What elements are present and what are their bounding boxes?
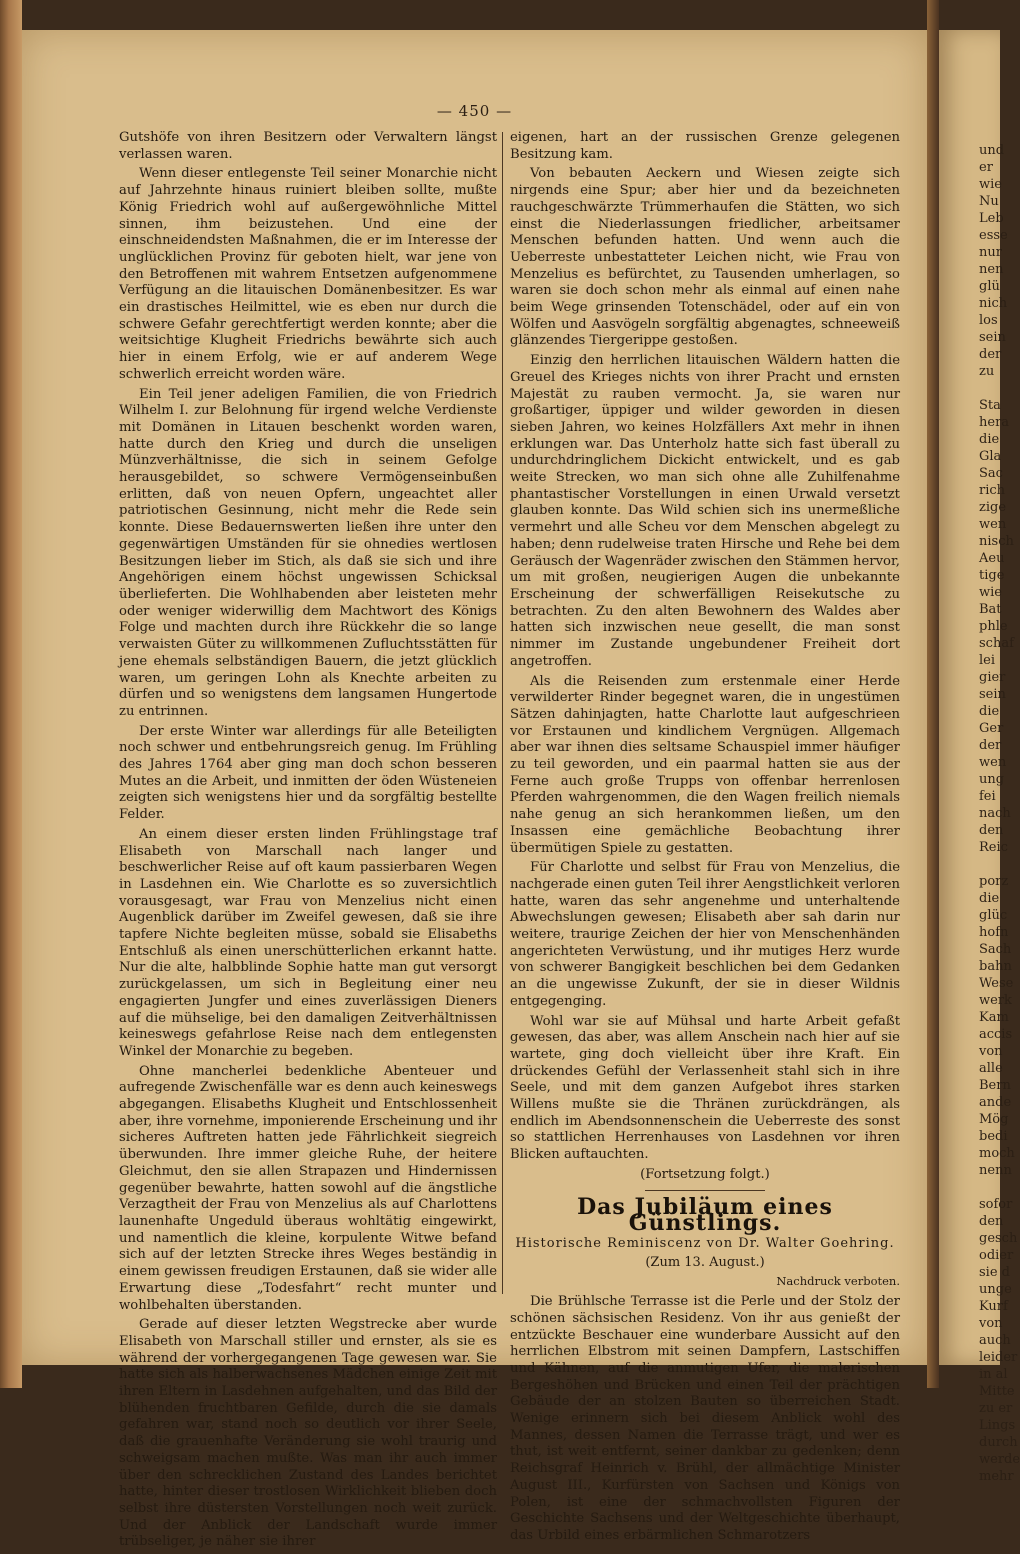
reprint-notice: Nachdruck verboten. (776, 1274, 900, 1289)
facing-page-line: phle (979, 619, 1008, 634)
facing-page-line: leider (979, 1350, 1018, 1365)
facing-page-line: wie (979, 585, 1002, 600)
facing-page-line: zu (979, 364, 995, 379)
facing-page-line: auch (979, 1333, 1011, 1348)
facing-page-line: in al (979, 1367, 1008, 1382)
facing-page-line: lei (979, 653, 996, 668)
facing-page-line: Sta (979, 398, 1001, 413)
right-column (510, 130, 900, 1548)
facing-page-line: hera (979, 415, 1010, 430)
facing-page-line: von (979, 1316, 1003, 1331)
facing-page-line: sein (979, 687, 1006, 702)
article-headline: Das Jubiläum eines Günstlings. (577, 1193, 833, 1237)
facing-page-line: Mög (979, 1112, 1009, 1127)
facing-page-line: nen (979, 262, 1004, 277)
facing-page-line: accis (979, 1027, 1013, 1042)
facing-page-line: wen (979, 517, 1007, 532)
facing-page-line: Bat (979, 602, 1002, 617)
right-paragraph: Einzig den herrlichen litauischen Wäldern hatten die Greuel des Krieges nichts von ihrer Pracht und ernsten Majestät zu rauben vermocht. Ja, sie waren nur großartiger, üppiger und wilder geworden in diesen sieben Jahren, wo keines Holzfällers Axt mehr in ihnen erklungen war. Das Unterholz hatte sich fast überall zu undurchdringlichem Dickicht entwickelt, und es gab weite Strecken, wo man sich ohne alle Zuhilfenahme phantastischer Vorstellungen in einen Urwald versetzt glauben konnte. Das Wild schien sich ins unermeßliche vermehrt und alle Scheu vor dem Menschen abgelegt zu haben; denn rudelweise traten Hirsche und Rehe bei dem Geräusch der Wagenräder zwischen den Stämmen hervor, um mit großen, neugierigen Augen die unbekannte Erscheinung der schwerfälligen Reisekutsche zu betrachten. Zu den alten Bewohnern des Waldes aber hatten sich inzwischen neue gesellt, die man sonst nimmer im Zustande ungebundener Freiheit dort angetroffen. (510, 353, 900, 669)
facing-page-line: Sach (979, 942, 1012, 957)
left-paragraph: Gerade auf dieser letzten Wegstrecke aber wurde Elisabeth von Marschall stiller und ernster, als sie es während der vorhergegangenen Tage gewesen war. Sie hatte sich als halberwachsenes Mädchen einige Zeit mit ihren Eltern in Lasdehnen aufgehalten, und das Bild der blühenden fruchtbaren Gefilde, durch die sie damals gefahren war, stand noch so deutlich vor ihrer Seele, daß die grauenhafte Veränderung sie wohl traurig und schweigsam machen mußte. Was man ihr auch immer über den schrecklichen Zustand des Landes berichtet hatte, hinter dieser trostlosen Wirklichkeit blieben doch selbst ihre düstersten Vorstellungen noch weit zurück. Und der Anblick der Landschaft wurde immer trübseliger, je näher sie ihrer (119, 1317, 497, 1550)
article-dateline: (Zum 13. August.) (645, 1254, 765, 1270)
facing-page-line: nur (979, 245, 1002, 260)
facing-page-line: fei (979, 789, 996, 804)
facing-page-line: gier (979, 670, 1006, 685)
facing-page-line: Nu (979, 194, 999, 209)
facing-page-line (939, 380, 1020, 397)
facing-page-line: Lings (979, 1418, 1016, 1433)
facing-page-line: glü (979, 279, 1000, 294)
facing-page-line: zu er (979, 1401, 1013, 1416)
facing-page-line: ande (979, 1095, 1012, 1110)
facing-page-line: alle (979, 1061, 1003, 1076)
page-number: — 450 — (436, 102, 513, 120)
facing-page-line: der (979, 738, 1002, 753)
facing-page-line: mehr (979, 1469, 1014, 1484)
right-paragraph: eigenen, hart an der russischen Grenze gelegenen Besitzung kam. (510, 130, 900, 162)
facing-page-line: unge (979, 1282, 1012, 1297)
facing-page-line: die (979, 891, 1000, 906)
left-paragraph: Wenn dieser entlegenste Teil seiner Monarchie nicht auf Jahrzehnte hinaus ruiniert bleiben sollte, mußte König Friedrich wohl auf außergewöhnliche Mittel sinnen, ihm beizustehen. Und eine der einschneidendsten Maßnahmen, die er im Interesse der unglücklichen Provinz für geboten hielt, war jene von den Betroffenen mit wahrem Entsetzen aufgenommene Verfügung an die litauischen Domänenbesitzer. Es war ein drastisches Heilmittel, wie es eben nur durch die schwere Gefahr gerechtfertigt werden konnte; aber die weitsichtige Klugheit Friedrichs bewährte sich auch hier in einem Erfolg, wie er auf anderem Wege schwerlich erreicht worden wäre. (119, 166, 497, 382)
facing-page-line: nich (979, 296, 1008, 311)
left-paragraph: Gutshöfe von ihren Besitzern oder Verwaltern längst verlassen waren. (119, 130, 497, 162)
facing-page-line (939, 856, 1020, 873)
facing-page-line: zige (979, 500, 1007, 515)
article-subtitle: Historische Reminiscenz von Dr. Walter Goehring. (515, 1236, 895, 1251)
facing-page-line: sein (979, 330, 1006, 345)
facing-page-line: die (979, 704, 1000, 719)
column-divider (502, 132, 503, 1294)
facing-page-line: glüc (979, 908, 1008, 923)
facing-page-line: durch (979, 1435, 1018, 1450)
facing-page-line: Kurf (979, 1299, 1008, 1314)
facing-page-line: hofn (979, 925, 1009, 940)
facing-page-line: odier (979, 1248, 1014, 1263)
facing-page-line: schaf (979, 636, 1014, 651)
facing-page-line: wie (979, 177, 1002, 192)
facing-page-line: moch (979, 1146, 1015, 1161)
facing-page-line: von (979, 1044, 1003, 1059)
facing-page-line: Mitte (979, 1384, 1015, 1399)
facing-page-line: sie d (979, 1265, 1010, 1280)
facing-page-line: Aeu (979, 551, 1005, 566)
facing-page-edge (939, 30, 1020, 1484)
facing-page-line: Gla (979, 449, 1002, 464)
facing-page-line: die (979, 432, 1000, 447)
facing-page-line: Ger (979, 721, 1004, 736)
facing-page-text (939, 142, 1020, 1485)
left-column (119, 130, 497, 1554)
section-divider (645, 1190, 765, 1191)
book-gutter (927, 0, 939, 1388)
facing-page-line: nach (979, 806, 1011, 821)
left-paragraph: Ohne mancherlei bedenkliche Abenteuer und aufregende Zwischenfälle war es denn auch keineswegs abgegangen. Elisabeths Klugheit und Entschlossenheit aber, ihre vornehme, imponierende Erscheinung und ihr sicheres Auftreten hatten jede Fährlichkeit siegreich überwunden. Ihre immer gleiche Ruhe, der heitere Gleichmut, den sie allen Strapazen und Hindernissen gegenüber bewahrte, hatten sowohl auf die ängstliche Verzagtheit der Frau von Menzelius als auf Charlottens launenhafte Ungeduld überaus wohltätig eingewirkt, und namentlich die kleine, korpulente Witwe befand sich auf der letzten Strecke ihres Weges beständig in einem gewissen freudigen Erstaunen, daß sie wider alle Erwartung diese „Todesfahrt“ recht munter und wohlbehalten überstanden. (119, 1063, 497, 1313)
facing-page-line: porz (979, 874, 1009, 889)
facing-page-line: bedi (979, 1129, 1008, 1144)
right-paragraph: Als die Reisenden zum erstenmale einer Herde verwilderter Rinder begegnet waren, die in ungestümen Sätzen dahinjagten, hatte Charlotte laut aufgeschrieen vor Erstaunen und kindlichem Vergnügen. Allgemach aber war ihnen dies seltsame Schauspiel immer häufiger zu teil geworden, und ein paarmal hatten sie aus der Ferne auch große Trupps von offenbar herrenlosen Pferden wahrgenommen, die den Wagen freilich niemals nahe genug an sich herankommen ließen, um den Insassen eine gemächliche Beobachtung ihrer übermütigen Spiele zu gestatten. (510, 673, 900, 856)
right-paragraph: Von bebauten Aeckern und Wiesen zeigte sich nirgends eine Spur; aber hier und da bezeichneten rauchgeschwärzte Trümmerhaufen die Stätten, wo sich einst die Niederlassungen friedlicher, arbeitsamer Menschen befunden hatten. Und wenn auch die Ueberreste unbestatteter Leichen nicht, wie Frau von Menzelius es befürchtet, zu Tausenden umherlagen, so waren sie doch schon mehr als einmal auf einen nahe beim Wege grinsenden Totenschädel, oder auf ein von Wölfen und Aasvögeln sorgfältig abgenagtes, schneeweiß glänzendes Tiergerippe gestoßen. (510, 166, 900, 349)
facing-page-line: Sac (979, 466, 1003, 481)
newspaper-page (22, 30, 927, 1550)
facing-page-line: werk (979, 993, 1012, 1008)
facing-page-line: der (979, 347, 1002, 362)
facing-page-line: den (979, 823, 1004, 838)
facing-page-line: esse (979, 228, 1008, 243)
facing-page-line: los (979, 313, 998, 328)
right-paragraph: Wohl war sie auf Mühsal und harte Arbeit gefaßt gewesen, das aber, was allem Anschein nach hier auf sie wartete, ging doch vielleicht über ihre Kraft. Ein drückendes Gefühl der Verlassenheit stahl sich in ihre Seele, und mit dem ganzen Aufgebot ihres starken Willens mußte sie die Thränen zurückdrängen, als endlich im Abendsonnenschein die Ueberreste des sonst so stattlichen Herrenhauses von Lasdehnen vor ihren Blicken auftauchten. (510, 1013, 900, 1163)
facing-page-line: Leb (979, 211, 1004, 226)
facing-page-line: Bern (979, 1078, 1011, 1093)
facing-page-line: sofor (979, 1197, 1013, 1212)
facing-page-line: wen (979, 755, 1007, 770)
facing-page-line: Kam (979, 1010, 1009, 1025)
page-stack-left-edge (0, 0, 22, 1388)
facing-page-line: bahn (979, 959, 1012, 974)
facing-page-line: tige (979, 568, 1005, 583)
facing-page-line (939, 1179, 1020, 1196)
article-body: Die Brühlsche Terrasse ist die Perle und der Stolz der schönen sächsischen Residenz. Von ihr aus genießt der entzückte Beschauer eine wunderbare Aussicht auf den herrlichen Elbstrom mit seinen Dampfern, Lastschiffen und Kähnen, auf die anmutigen Ufer, die malerischen Bergeshöhen und Brücken und einen Teil der prächtigen Gebäude der an stolzen Bauten so überreichen Stadt. Wenige erinnern sich bei diesem Anblick wohl des Mannes, dessen Namen die Terrasse trägt, und wer es thut, ist weit entfernt, seiner dankbar zu gedenken; denn Reichsgraf Heinrich v. Brühl, der allmächtige Minister August III., Kurfürsten von Sachsen und Königs von Polen, ist eine der schmachvollsten Figuren der Geschichte Sachsens und der Weltgeschichte überhaupt, das Urbild eines erbärmlichen Schmarotzers (510, 1294, 900, 1543)
left-paragraph: An einem dieser ersten linden Frühlingstage traf Elisabeth von Marschall nach langer und beschwerlicher Reise auf oft kaum passierbaren Wegen in Lasdehnen ein. Wie Charlotte es so zuversichtlich vorausgesagt, war Frau von Menzelius nicht einen Augenblick darüber im Zweifel gewesen, daß sie ihre tapfere Nichte begleiten müsse, sobald sie Elisabeths Entschluß als einen unerschütterlichen erkannt hatte. Nur die alte, halbblinde Sophie hatte man gut versorgt zurückgelassen, um sich in Begleitung einer neu engagierten Jungfer und eines zuverlässigen Dieners auf die mühselige, bei den damaligen Zeitverhältnissen keineswegs gefahrlose Reise nach dem entlegensten Winkel der Monarchie zu begeben. (119, 826, 497, 1059)
facing-page-line: rich (979, 483, 1006, 498)
facing-page-line: nisch (979, 534, 1014, 549)
facing-page-line: und (979, 143, 1005, 158)
left-paragraph: Der erste Winter war allerdings für alle Beteiligten noch schwer und entbehrungsreich genug. Im Frühling des Jahres 1764 aber ging man doch schon besseren Mutes an die Arbeit, und inmitten der öden Wüsteneien zeigten sich wenigstens hier und da sorgfältig bestellte Felder. (119, 723, 497, 823)
facing-page-line: nenn (979, 1163, 1012, 1178)
facing-page-line: gesch (979, 1231, 1018, 1246)
continuation-note: (Fortsetzung folgt.) (640, 1166, 770, 1182)
left-paragraph: Ein Teil jener adeligen Familien, die von Friedrich Wilhelm I. zur Belohnung für irgend welche Verdienste mit Domänen in Litauen beschenkt worden waren, hatte durch den Krieg und durch die unseligen Münzverhältnisse, die sich in seinem Gefolge herausgebildet, so schwere Vermögenseinbußen erlitten, daß von neuen Opfern, ungeachtet aller patriotischen Gesinnung, nicht mehr die Rede sein konnte. Diese Bedauernswerten ließen ihre unter den gegenwärtigen Umständen für sie ohnedies wertlosen Besitzungen lieber im Stich, als daß sie sich und ihre Angehörigen einem höchst ungewissen Schicksal überlieferten. Die Wohlhabenden aber leisteten mehr oder weniger widerwillig dem Machtwort des Königs Folge und machten durch ihre Rückkehr die so lange verwaisten Güter zu willkommenen Zufluchtsstätten für jene ehemals selbständigen Bauern, die jetzt glücklich waren, um geringen Lohn als Knechte arbeiten zu dürfen und so wenigstens dem langsamen Hungertode zu entrinnen. (119, 386, 497, 719)
facing-page-line: den (979, 1214, 1004, 1229)
facing-page-line: Wese (979, 976, 1014, 991)
facing-page-line: ung (979, 772, 1005, 787)
facing-page-line: Reic (979, 840, 1008, 855)
facing-page-line: er (979, 160, 993, 175)
right-paragraph: Für Charlotte und selbst für Frau von Menzelius, die nachgerade einen guten Teil ihrer Aengstlichkeit verloren hatte, waren das sehr angenehme und unterhaltende Abwechslungen gewesen; Elisabeth aber sah darin nur weitere, traurige Zeichen der hier von Menschenhänden angerichteten Verwüstung, und ihr mutiges Herz wurde von schwerer Bangigkeit beschlichen bei dem Gedanken an die ungewisse Zukunft, der sie in dieser Wildnis entgegenging. (510, 860, 900, 1009)
facing-page-line: werde (979, 1452, 1020, 1467)
